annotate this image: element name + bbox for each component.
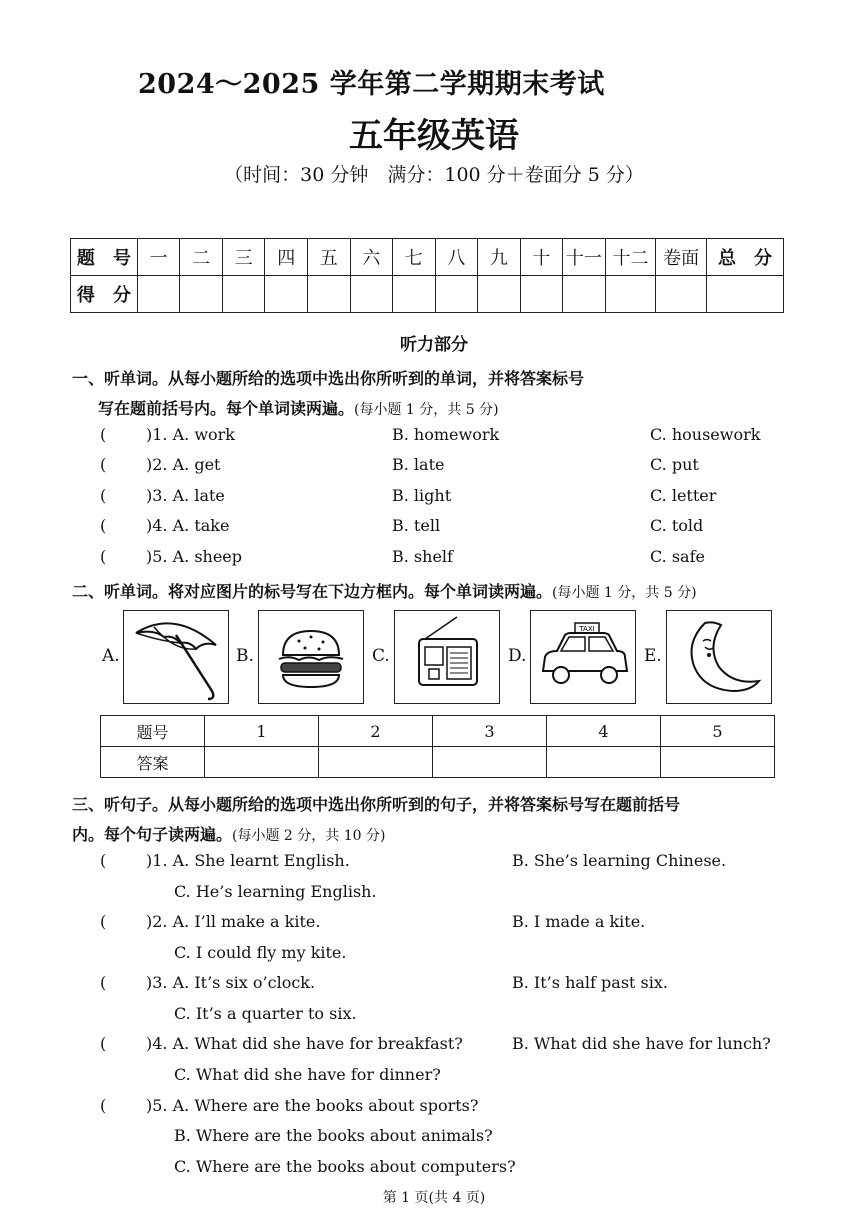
- score-cell: 一: [137, 239, 180, 276]
- score-empty-cell[interactable]: [350, 276, 393, 313]
- section2-heading-text: 二、听单词。将对应图片的标号写在下边方框内。每个单词读两遍。: [72, 582, 553, 601]
- answer-table: [100, 715, 775, 778]
- score-empty-cell[interactable]: [563, 276, 606, 313]
- option-b: B. light: [392, 486, 452, 505]
- picture-label-a: A.: [102, 646, 120, 666]
- answer-paren[interactable]: (: [100, 425, 107, 444]
- picture-label-b: B.: [236, 646, 254, 666]
- score-cell: 十: [520, 239, 563, 276]
- section3-heading-text: 内。每个句子读两遍。: [72, 825, 233, 844]
- option-b: B. What did she have for lunch?: [512, 1034, 771, 1053]
- option-b: B. I made a kite.: [512, 912, 646, 931]
- answer-empty-cell[interactable]: [547, 747, 661, 778]
- score-cell: 二: [180, 239, 223, 276]
- score-table-header-row: [71, 239, 784, 276]
- score-cell: 六: [350, 239, 393, 276]
- option-a: )2. A. get: [146, 455, 221, 474]
- score-empty-cell[interactable]: [656, 276, 707, 313]
- score-cell: 三: [222, 239, 265, 276]
- taxi-sign-text: TAXI: [579, 625, 595, 633]
- option-b: B. Where are the books about animals?: [174, 1126, 493, 1145]
- score-empty-cell[interactable]: [435, 276, 478, 313]
- radio-icon: [395, 611, 499, 703]
- answer-empty-cell[interactable]: [433, 747, 547, 778]
- score-cell: 四: [265, 239, 308, 276]
- answer-paren[interactable]: (: [100, 486, 107, 505]
- answer-paren[interactable]: (: [100, 1034, 107, 1053]
- section1-heading-text: 写在题前括号内。每个单词读两遍。: [98, 399, 355, 418]
- score-cell: 十二: [605, 239, 656, 276]
- section1-heading-line2: [98, 396, 499, 419]
- section1-heading: 一、听单词。从每小题所给的选项中选出你所听到的单词，并将答案标号: [72, 369, 585, 388]
- score-cell: 总 分: [706, 239, 783, 276]
- option-c: C. What did she have for dinner?: [174, 1065, 441, 1084]
- answer-table-cell: 5: [661, 716, 775, 747]
- hamburger-icon: [259, 611, 363, 703]
- exam-title-line1: 2024～2025 学年第二学期期末考试: [138, 69, 605, 100]
- score-empty-cell[interactable]: [180, 276, 223, 313]
- option-c: C. letter: [650, 486, 717, 505]
- score-empty-cell[interactable]: [137, 276, 180, 313]
- answer-paren[interactable]: (: [100, 516, 107, 535]
- page-footer: 第 1 页(共 4 页): [382, 1190, 486, 1206]
- option-c: C. safe: [650, 547, 705, 566]
- option-a: )3. A. It’s six o’clock.: [146, 973, 316, 992]
- option-a: )3. A. late: [146, 486, 225, 505]
- score-empty-cell[interactable]: [605, 276, 656, 313]
- option-a: )4. A. take: [146, 516, 230, 535]
- option-c: C. housework: [650, 425, 761, 444]
- answer-paren[interactable]: (: [100, 851, 107, 870]
- score-empty-cell[interactable]: [222, 276, 265, 313]
- option-a: )5. A. Where are the books about sports?: [146, 1096, 479, 1115]
- listening-section-title: 听力部分: [400, 335, 468, 355]
- section3-heading: 三、听句子。从每小题所给的选项中选出你所听到的句子，并将答案标号写在题前括号: [72, 795, 681, 814]
- option-a: )5. A. sheep: [146, 547, 243, 566]
- answer-paren[interactable]: (: [100, 1096, 107, 1115]
- score-empty-cell[interactable]: [478, 276, 521, 313]
- section1-score-note: (每小题 1 分，共 5 分): [354, 402, 499, 418]
- score-cell: 五: [307, 239, 350, 276]
- picture-box-e: [666, 610, 772, 704]
- exam-subtitle: （时间：30 分钟 满分：100 分＋卷面分 5 分）: [224, 164, 644, 186]
- score-table-score-row: [71, 276, 784, 313]
- score-cell: 九: [478, 239, 521, 276]
- answer-table-header-row: [101, 716, 775, 747]
- picture-box-a: [123, 610, 229, 704]
- picture-box-b: [258, 610, 364, 704]
- picture-label-c: C.: [372, 646, 390, 666]
- option-c: C. Where are the books about computers?: [174, 1157, 516, 1176]
- score-row-label: 得 分: [71, 276, 138, 313]
- option-c: C. It’s a quarter to six.: [174, 1004, 357, 1023]
- section3-score-note: (每小题 2 分，共 10 分): [232, 828, 386, 844]
- option-b: B. tell: [392, 516, 441, 535]
- score-cell: 七: [393, 239, 436, 276]
- answer-table-cell: 2: [319, 716, 433, 747]
- answer-table-cell: 3: [433, 716, 547, 747]
- answer-row-label: 答案: [101, 747, 205, 778]
- picture-label-d: D.: [508, 646, 527, 666]
- score-empty-cell[interactable]: [265, 276, 308, 313]
- score-cell: 八: [435, 239, 478, 276]
- answer-table-cell: 4: [547, 716, 661, 747]
- option-a: )2. A. I’ll make a kite.: [146, 912, 321, 931]
- umbrella-icon: [124, 611, 228, 703]
- section2-heading: [72, 579, 697, 602]
- option-c: C. I could fly my kite.: [174, 943, 347, 962]
- answer-empty-cell[interactable]: [661, 747, 775, 778]
- option-b: B. She’s learning Chinese.: [512, 851, 727, 870]
- answer-paren[interactable]: (: [100, 912, 107, 931]
- exam-title-subject: 五年级英语: [349, 116, 519, 156]
- option-a: )1. A. She learnt English.: [146, 851, 350, 870]
- option-a: )4. A. What did she have for breakfast?: [146, 1034, 463, 1053]
- score-empty-cell[interactable]: [520, 276, 563, 313]
- picture-label-e: E.: [644, 646, 662, 666]
- answer-paren[interactable]: (: [100, 455, 107, 474]
- moon-icon: [667, 611, 771, 703]
- answer-empty-cell[interactable]: [205, 747, 319, 778]
- option-c: C. He’s learning English.: [174, 882, 377, 901]
- answer-table-cell: 1: [205, 716, 319, 747]
- score-cell: 卷面: [656, 239, 707, 276]
- score-table: [70, 238, 784, 313]
- answer-paren[interactable]: (: [100, 973, 107, 992]
- score-cell: 题 号: [71, 239, 138, 276]
- answer-empty-cell[interactable]: [319, 747, 433, 778]
- score-empty-cell[interactable]: [393, 276, 436, 313]
- option-b: B. homework: [392, 425, 500, 444]
- answer-table-answer-row: [101, 747, 775, 778]
- section3-heading-line2: [72, 822, 385, 845]
- option-c: C. told: [650, 516, 704, 535]
- picture-box-d: [530, 610, 636, 704]
- answer-paren[interactable]: (: [100, 547, 107, 566]
- option-b: B. late: [392, 455, 445, 474]
- option-b: B. It’s half past six.: [512, 973, 668, 992]
- option-a: )1. A. work: [146, 425, 235, 444]
- option-b: B. shelf: [392, 547, 453, 566]
- taxi-icon: [531, 611, 635, 703]
- section2-score-note: (每小题 1 分，共 5 分): [552, 585, 697, 601]
- score-cell: 十一: [563, 239, 606, 276]
- picture-box-c: [394, 610, 500, 704]
- option-c: C. put: [650, 455, 699, 474]
- score-empty-cell[interactable]: [706, 276, 783, 313]
- score-empty-cell[interactable]: [307, 276, 350, 313]
- answer-table-cell: 题号: [101, 716, 205, 747]
